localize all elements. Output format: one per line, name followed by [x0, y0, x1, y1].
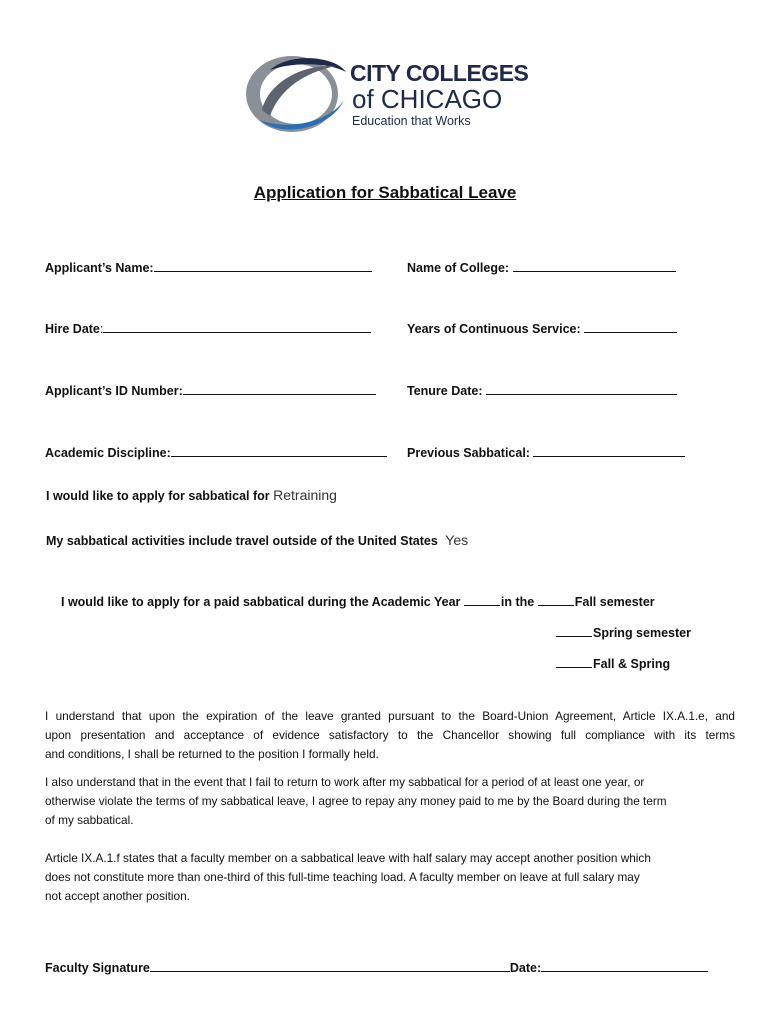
- previous-sabbatical-line[interactable]: [533, 443, 685, 457]
- date-line[interactable]: [541, 958, 708, 972]
- para1-line3: and conditions, I shall be returned to the position I formally held.: [45, 747, 379, 761]
- page-title: Application for Sabbatical Leave: [253, 183, 517, 202]
- fall-semester-blank[interactable]: [538, 593, 574, 606]
- travel-row: [46, 532, 468, 548]
- academic-discipline-field[interactable]: [45, 443, 387, 460]
- signature-row: [45, 958, 708, 975]
- swoosh-logo-icon: [240, 50, 350, 136]
- applicant-id-label: Applicant’s ID Number:: [45, 384, 183, 398]
- hire-date-field[interactable]: [45, 319, 371, 336]
- years-service-field[interactable]: [407, 319, 677, 336]
- logo-tagline: Education that Works: [352, 114, 471, 128]
- previous-sabbatical-field[interactable]: [407, 443, 685, 460]
- college-logo: [200, 48, 570, 138]
- college-name-field[interactable]: [407, 258, 676, 275]
- paid-sabbatical-label: I would like to apply for a paid sabbatical during the Academic Year: [61, 595, 461, 609]
- tenure-date-label: Tenure Date:: [407, 384, 483, 398]
- applicant-name-field[interactable]: [45, 258, 372, 275]
- option-fall-semester: Fall semester: [574, 595, 655, 609]
- faculty-signature-label: Faculty Signature: [45, 961, 150, 975]
- spring-option-row: [556, 624, 691, 640]
- para3-line1: Article IX.A.1.f states that a faculty member on a sabbatical leave with half salary may accept another position which: [45, 851, 651, 865]
- logo-name-line1: CITY COLLEGES: [350, 60, 529, 86]
- tenure-date-line[interactable]: [486, 381, 677, 395]
- paragraph-repay: [45, 773, 735, 830]
- para3-line3: not accept another position.: [45, 889, 190, 903]
- hire-date-line[interactable]: [103, 319, 371, 333]
- hire-date-colon: :: [99, 322, 104, 336]
- sabbatical-purpose-label: I would like to apply for sabbatical for: [46, 489, 270, 503]
- para2-line2: otherwise violate the terms of my sabbatical leave, I agree to repay any money paid to me by the Board during the term: [45, 794, 667, 808]
- para1-line1: I understand that upon the expiration of the leave granted pursuant to the Board-Union Agreement, Article IX.A.1.e, and: [45, 709, 735, 723]
- para1-line2: upon presentation and acceptance of evidence satisfactory to the Chancellor showing full compliance with its terms: [45, 728, 735, 742]
- fall-spring-blank[interactable]: [556, 655, 592, 668]
- page-title-wrap: [0, 183, 770, 203]
- travel-value[interactable]: Yes: [445, 532, 469, 548]
- hire-date-label: Hire Date: [45, 322, 100, 336]
- academic-year-blank[interactable]: [464, 593, 500, 606]
- option-fall-and-spring: Fall & Spring: [593, 657, 671, 671]
- option-spring-semester: Spring semester: [593, 626, 691, 640]
- applicant-id-line[interactable]: [183, 381, 376, 395]
- sabbatical-purpose-row: [46, 487, 337, 503]
- logo-name-line2: of CHICAGO: [352, 84, 503, 114]
- academic-discipline-label: Academic Discipline:: [45, 446, 171, 460]
- years-service-line[interactable]: [584, 319, 677, 333]
- tenure-date-field[interactable]: [407, 381, 677, 398]
- faculty-signature-line[interactable]: [150, 958, 510, 972]
- in-the-label: in the: [500, 595, 535, 609]
- paragraph-article: [45, 849, 735, 906]
- college-name-line[interactable]: [513, 258, 676, 272]
- fall-spring-option-row: [556, 655, 670, 671]
- para3-line2: does not constitute more than one-third of this full-time teaching load. A faculty member on leave at full salary may: [45, 870, 640, 884]
- academic-discipline-line[interactable]: [171, 443, 387, 457]
- years-service-label: Years of Continuous Service:: [407, 322, 581, 336]
- para2-line1: I also understand that in the event that I fail to return to work after my sabbatical for a period of at least one year, or: [45, 775, 645, 789]
- para2-line3: of my sabbatical.: [45, 813, 134, 827]
- previous-sabbatical-label: Previous Sabbatical:: [407, 446, 530, 460]
- college-name-label: Name of College:: [407, 261, 510, 275]
- applicant-name-line[interactable]: [154, 258, 372, 272]
- applicant-name-label: Applicant’s Name:: [45, 261, 154, 275]
- date-label: Date:: [509, 961, 542, 975]
- paid-sabbatical-row: [61, 593, 655, 609]
- spring-semester-blank[interactable]: [556, 624, 592, 637]
- travel-label: My sabbatical activities include travel outside of the United States: [46, 534, 438, 548]
- applicant-id-field[interactable]: [45, 381, 376, 398]
- paragraph-return-position: [45, 707, 735, 764]
- sabbatical-purpose-value[interactable]: Retraining: [273, 487, 337, 503]
